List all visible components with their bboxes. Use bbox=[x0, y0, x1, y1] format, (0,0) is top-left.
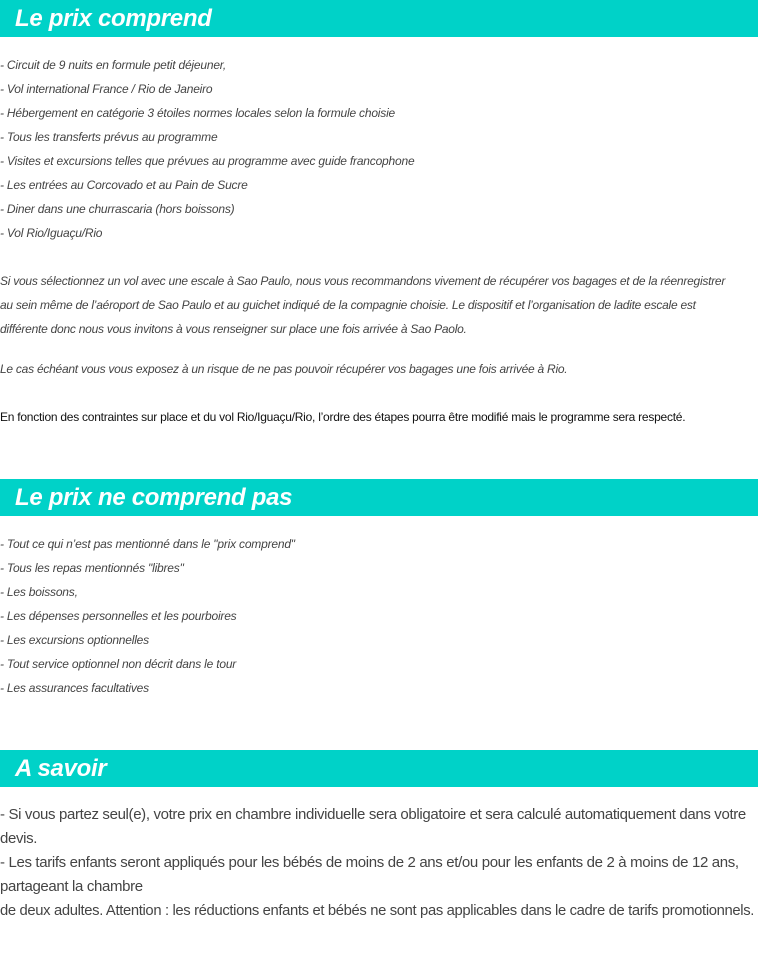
list-item: - Tout service optionnel non décrit dans le tour bbox=[0, 657, 237, 671]
note-line: au sein même de l’aéroport de Sao Paulo et au guichet indiqué de la compagnie choisie. Le dispositif et l’organisation de ladite escale est bbox=[0, 298, 696, 312]
list-item: - Diner dans une churrascaria (hors boissons) bbox=[0, 202, 235, 216]
section-header-includes bbox=[0, 0, 758, 37]
section-title-excludes: Le prix ne comprend pas bbox=[15, 484, 293, 511]
list-item: - Les assurances facultatives bbox=[0, 681, 149, 695]
list-item: - Visites et excursions telles que prévues au programme avec guide francophone bbox=[0, 154, 415, 168]
list-item: - Vol Rio/Iguaçu/Rio bbox=[0, 226, 103, 240]
info-line: partageant la chambre bbox=[0, 878, 143, 895]
info-line: - Les tarifs enfants seront appliqués pour les bébés de moins de 2 ans et/ou pour les enfants de 2 à moins de 12 ans, bbox=[0, 854, 739, 871]
order-note: En fonction des contraintes sur place et du vol Rio/Iguaçu/Rio, l’ordre des étapes pourra être modifié mais le programme sera respecté. bbox=[0, 410, 686, 424]
list-item: - Les entrées au Corcovado et au Pain de Sucre bbox=[0, 178, 248, 192]
section-header-info bbox=[0, 750, 758, 787]
info-line: - Si vous partez seul(e), votre prix en chambre individuelle sera obligatoire et sera calculé automatiquement dans votre bbox=[0, 806, 746, 823]
list-item: - Vol international France / Rio de Janeiro bbox=[0, 82, 213, 96]
note-line: différente donc nous vous invitons à vous renseigner sur place une fois arrivée à Sao Paolo. bbox=[0, 322, 467, 336]
info-line: devis. bbox=[0, 830, 38, 847]
list-item: - Les dépenses personnelles et les pourboires bbox=[0, 609, 237, 623]
note-line: Si vous sélectionnez un vol avec une escale à Sao Paulo, nous vous recommandons vivement de récupérer vos bagages et de la réenregistrer bbox=[0, 274, 726, 288]
list-item: - Tous les transferts prévus au programme bbox=[0, 130, 218, 144]
list-item: - Hébergement en catégorie 3 étoiles normes locales selon la formule choisie bbox=[0, 106, 396, 120]
risk-note: Le cas échéant vous vous exposez à un risque de ne pas pouvoir récupérer vos bagages une fois arrivée à Rio. bbox=[0, 362, 568, 376]
section-title-includes: Le prix comprend bbox=[15, 5, 212, 32]
info-line: de deux adultes. Attention : les réductions enfants et bébés ne sont pas applicables dans le cadre de tarifs promotionnels. bbox=[0, 903, 755, 919]
list-item: - Circuit de 9 nuits en formule petit déjeuner, bbox=[0, 58, 227, 72]
section-title-info: A savoir bbox=[15, 755, 107, 782]
list-item: - Tous les repas mentionnés "libres" bbox=[0, 561, 184, 575]
section-header-excludes bbox=[0, 479, 758, 516]
list-item: - Les excursions optionnelles bbox=[0, 633, 149, 647]
list-item: - Les boissons, bbox=[0, 585, 78, 599]
list-item: - Tout ce qui n’est pas mentionné dans le "prix comprend" bbox=[0, 537, 295, 551]
